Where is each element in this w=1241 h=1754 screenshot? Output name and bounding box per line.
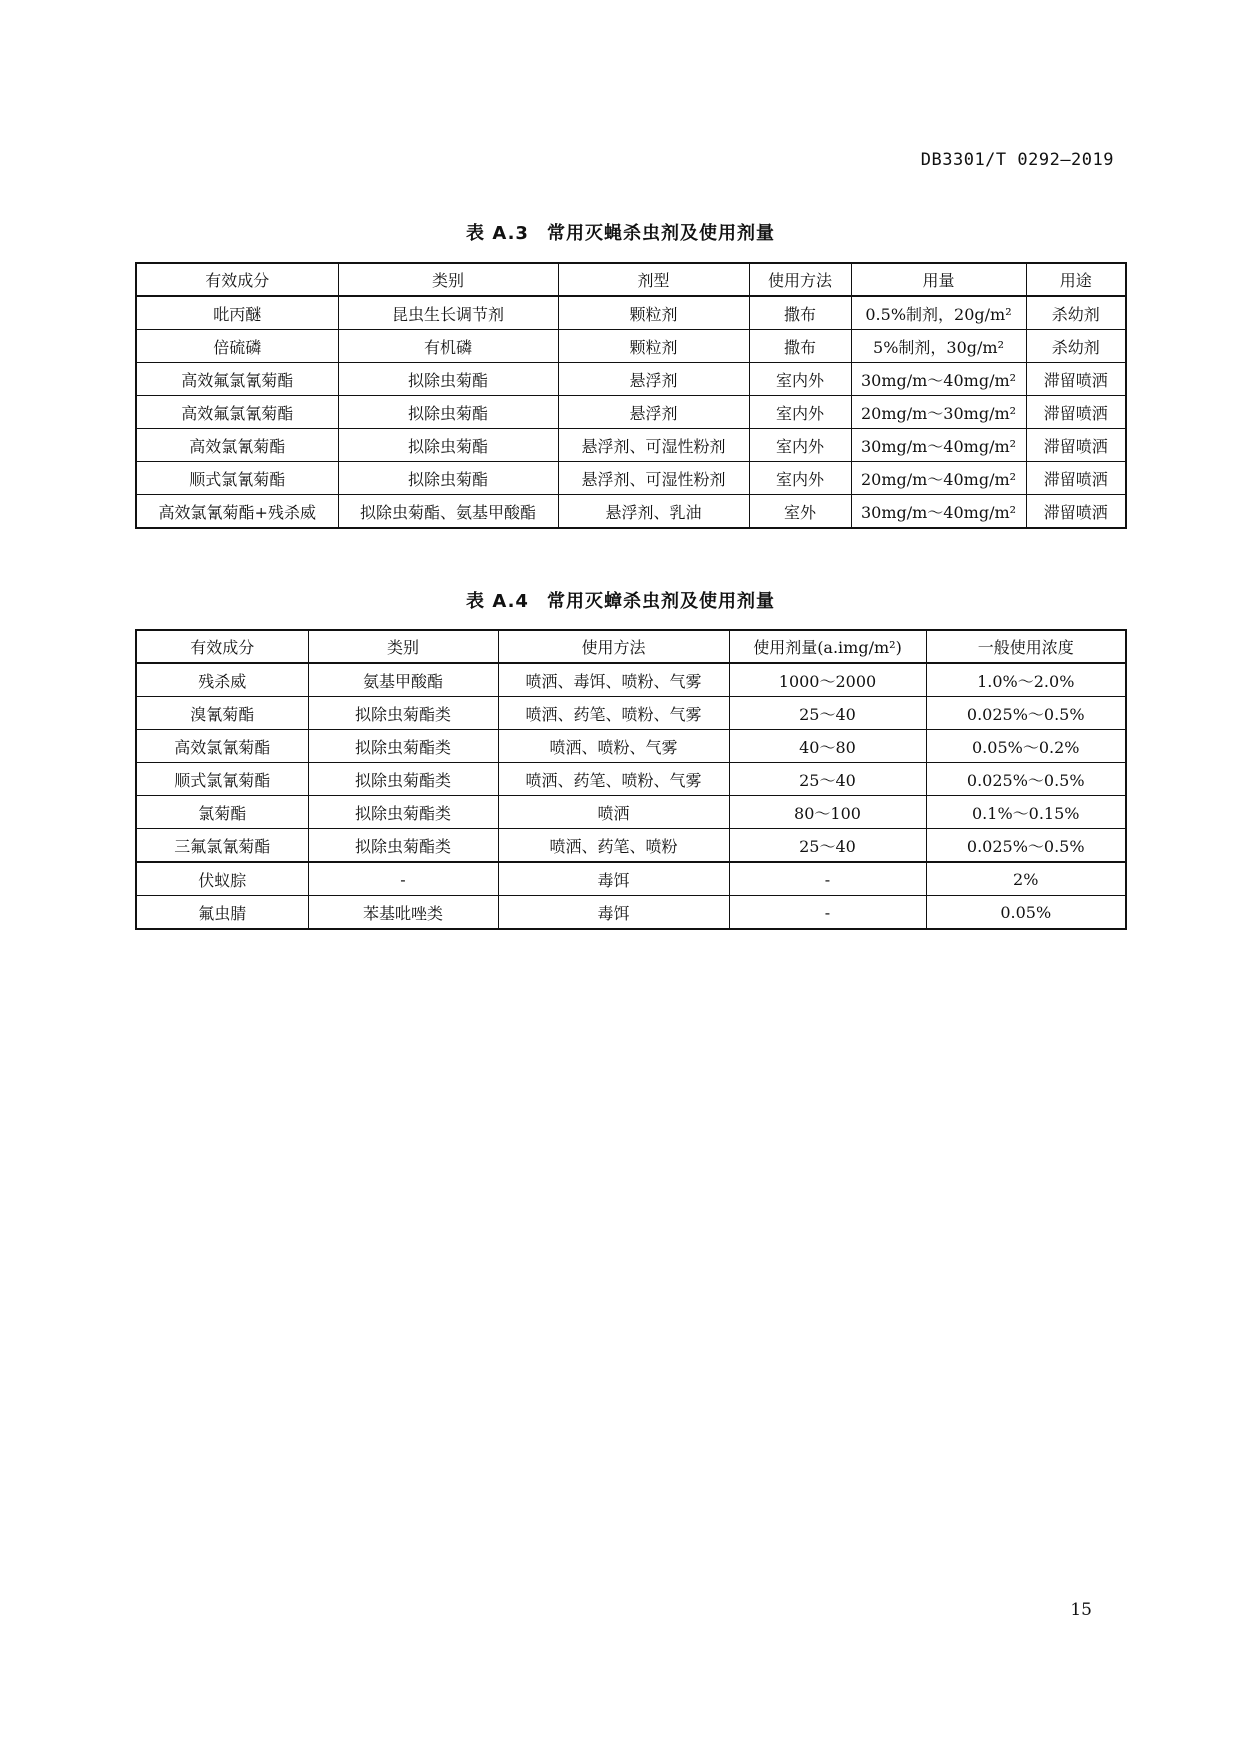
table-cell: - <box>308 862 498 896</box>
table-cell: 拟除虫菊酯类 <box>308 796 498 829</box>
table-cell: 悬浮剂、乳油 <box>558 495 749 529</box>
column-header: 有效成分 <box>136 263 338 296</box>
document-id: DB3301/T 0292—2019 <box>920 150 1114 170</box>
table-row <box>136 462 1126 495</box>
column-header: 类别 <box>338 263 558 296</box>
table-cell: - <box>729 896 926 930</box>
column-header: 用量 <box>851 263 1026 296</box>
table-cell: 喷洒 <box>498 796 729 829</box>
table-cell: 25～40 <box>729 763 926 796</box>
table-cell: 滞留喷洒 <box>1026 462 1126 495</box>
table-cell: 室内外 <box>749 396 851 429</box>
table-a3-caption <box>0 219 1241 245</box>
table-cell: 喷洒、药笔、喷粉、气雾 <box>498 763 729 796</box>
table-cell: 吡丙醚 <box>136 296 338 330</box>
table-cell: 氟虫腈 <box>136 896 308 930</box>
table-cell: 拟除虫菊酯类 <box>308 697 498 730</box>
table-cell: 毒饵 <box>498 896 729 930</box>
table-row <box>136 495 1126 529</box>
table-cell: 25～40 <box>729 829 926 863</box>
table-cell: 0.05%～0.2% <box>926 730 1126 763</box>
table-cell: 20mg/m～40mg/m² <box>851 462 1026 495</box>
table-cell: 0.025%～0.5% <box>926 829 1126 863</box>
table-cell: 20mg/m～30mg/m² <box>851 396 1026 429</box>
table-cell: 1000～2000 <box>729 663 926 697</box>
table-cell: 伏蚁腙 <box>136 862 308 896</box>
table-cell: 0.5%制剂，20g/m² <box>851 296 1026 330</box>
table-cell: 杀幼剂 <box>1026 330 1126 363</box>
table-cell: 室内外 <box>749 363 851 396</box>
table-row <box>136 896 1126 930</box>
table-cell: 30mg/m～40mg/m² <box>851 495 1026 529</box>
table-row <box>136 396 1126 429</box>
table-cell: 毒饵 <box>498 862 729 896</box>
table-cell: 悬浮剂 <box>558 396 749 429</box>
table-a4 <box>135 629 1127 930</box>
table-cell: 苯基吡唑类 <box>308 896 498 930</box>
table-cell: 高效氯氰菊酯 <box>136 730 308 763</box>
table-cell: 2% <box>926 862 1126 896</box>
table-cell: 高效氟氯氰菊酯 <box>136 363 338 396</box>
table-cell: 悬浮剂、可湿性粉剂 <box>558 462 749 495</box>
table-cell: 有机磷 <box>338 330 558 363</box>
table-cell: 颗粒剂 <box>558 296 749 330</box>
table-cell: 顺式氯氰菊酯 <box>136 763 308 796</box>
table-cell: 80～100 <box>729 796 926 829</box>
table-cell: 0.1%～0.15% <box>926 796 1126 829</box>
column-header: 剂型 <box>558 263 749 296</box>
table-cell: 30mg/m～40mg/m² <box>851 429 1026 462</box>
column-header: 用途 <box>1026 263 1126 296</box>
column-header: 有效成分 <box>136 630 308 663</box>
table-cell: 拟除虫菊酯、氨基甲酸酯 <box>338 495 558 529</box>
table-cell: 昆虫生长调节剂 <box>338 296 558 330</box>
table-row <box>136 363 1126 396</box>
table-cell: 高效氯氰菊酯+残杀威 <box>136 495 338 529</box>
table-cell: 0.025%～0.5% <box>926 697 1126 730</box>
table-cell: 1.0%～2.0% <box>926 663 1126 697</box>
table-cell: 撒布 <box>749 296 851 330</box>
table-a4-number: 表 A.4 <box>466 591 529 612</box>
table-a4-title: 常用灭蟑杀虫剂及使用剂量 <box>546 591 775 612</box>
column-header: 使用方法 <box>749 263 851 296</box>
table-row <box>136 796 1126 829</box>
column-header: 类别 <box>308 630 498 663</box>
table-cell: 喷洒、药笔、喷粉 <box>498 829 729 863</box>
table-a3-title: 常用灭蝇杀虫剂及使用剂量 <box>546 223 775 244</box>
table-cell: 拟除虫菊酯类 <box>308 763 498 796</box>
column-header: 使用剂量(a.img/m²) <box>729 630 926 663</box>
table-row <box>136 663 1126 697</box>
table-cell: 拟除虫菊酯 <box>338 462 558 495</box>
table-cell: 倍硫磷 <box>136 330 338 363</box>
table-cell: 滞留喷洒 <box>1026 396 1126 429</box>
table-cell: 撒布 <box>749 330 851 363</box>
column-header: 使用方法 <box>498 630 729 663</box>
table-cell: 拟除虫菊酯类 <box>308 829 498 863</box>
table-cell: 喷洒、毒饵、喷粉、气雾 <box>498 663 729 697</box>
table-row <box>136 730 1126 763</box>
table-cell: 5%制剂，30g/m² <box>851 330 1026 363</box>
table-cell: - <box>729 862 926 896</box>
table-cell: 悬浮剂 <box>558 363 749 396</box>
table-cell: 拟除虫菊酯 <box>338 429 558 462</box>
page-number: 15 <box>1070 1600 1092 1620</box>
table-cell: 杀幼剂 <box>1026 296 1126 330</box>
table-cell: 40～80 <box>729 730 926 763</box>
table-cell: 25～40 <box>729 697 926 730</box>
table-a4-caption <box>0 587 1241 613</box>
table-cell: 喷洒、喷粉、气雾 <box>498 730 729 763</box>
table-header-row <box>136 630 1126 663</box>
table-row <box>136 862 1126 896</box>
table-cell: 悬浮剂、可湿性粉剂 <box>558 429 749 462</box>
table-row <box>136 330 1126 363</box>
table-cell: 拟除虫菊酯 <box>338 363 558 396</box>
table-row <box>136 296 1126 330</box>
table-cell: 氨基甲酸酯 <box>308 663 498 697</box>
table-cell: 高效氯氰菊酯 <box>136 429 338 462</box>
table-cell: 溴氰菊酯 <box>136 697 308 730</box>
table-cell: 滞留喷洒 <box>1026 429 1126 462</box>
table-cell: 滞留喷洒 <box>1026 495 1126 529</box>
table-cell: 颗粒剂 <box>558 330 749 363</box>
table-cell: 室内外 <box>749 429 851 462</box>
table-cell: 残杀威 <box>136 663 308 697</box>
table-cell: 顺式氯氰菊酯 <box>136 462 338 495</box>
table-row <box>136 829 1126 863</box>
table-cell: 滞留喷洒 <box>1026 363 1126 396</box>
table-a3 <box>135 262 1127 529</box>
table-a3-number: 表 A.3 <box>466 223 529 244</box>
table-cell: 三氟氯氰菊酯 <box>136 829 308 863</box>
table-row <box>136 697 1126 730</box>
table-header-row <box>136 263 1126 296</box>
table-cell: 30mg/m～40mg/m² <box>851 363 1026 396</box>
table-cell: 0.05% <box>926 896 1126 930</box>
table-row <box>136 429 1126 462</box>
table-cell: 0.025%～0.5% <box>926 763 1126 796</box>
table-cell: 喷洒、药笔、喷粉、气雾 <box>498 697 729 730</box>
table-cell: 室内外 <box>749 462 851 495</box>
table-cell: 室外 <box>749 495 851 529</box>
table-cell: 氯菊酯 <box>136 796 308 829</box>
table-row <box>136 763 1126 796</box>
table-cell: 高效氟氯氰菊酯 <box>136 396 338 429</box>
column-header: 一般使用浓度 <box>926 630 1126 663</box>
table-cell: 拟除虫菊酯类 <box>308 730 498 763</box>
table-cell: 拟除虫菊酯 <box>338 396 558 429</box>
